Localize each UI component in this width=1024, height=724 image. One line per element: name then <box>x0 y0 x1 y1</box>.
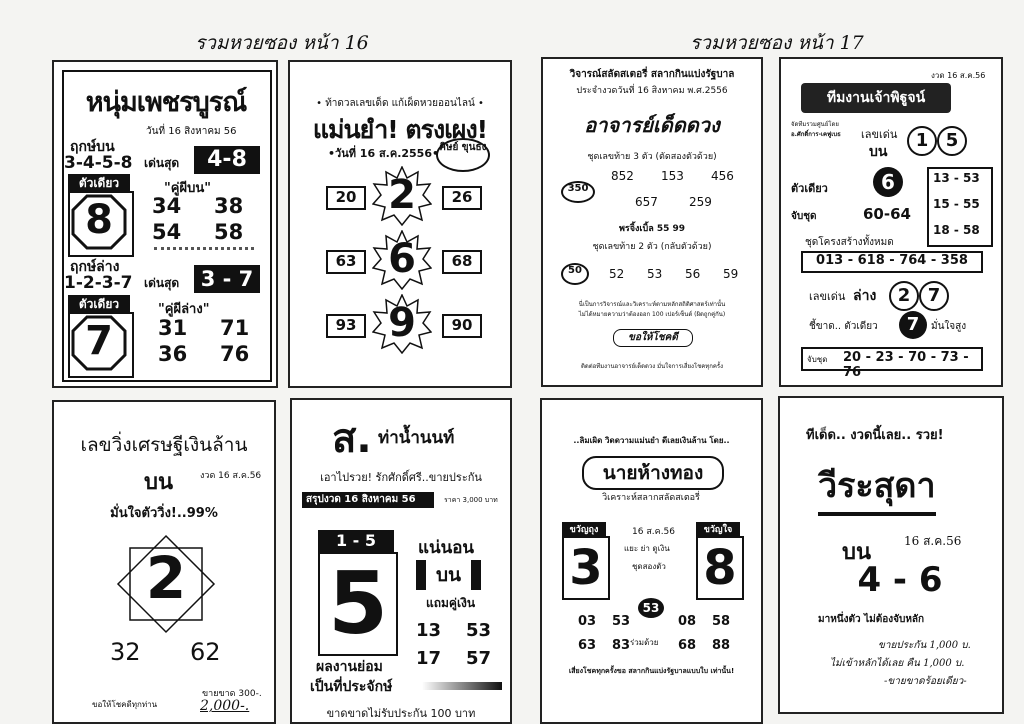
panel-top-line: ทีเด็ด.. งวดนี้เลย.. รวย! <box>806 428 944 443</box>
structure-value: 013 - 618 - 764 - 358 <box>801 251 983 273</box>
panel-footer: ขาดขาดไม่รับประกัน 100 บาท <box>326 707 476 720</box>
set2-label: จับชุด <box>807 355 828 364</box>
num-852: 852 <box>611 169 634 183</box>
mid-line-3: ร่วมด้วย <box>630 638 659 647</box>
note-line-1: นี่เป็นการวิจารณ์และวิเคราะห์ตามหลักสถิติศาสตร์เท่านั้น <box>578 301 726 308</box>
note-line-2: ไม่ได้หมายความว่าต้องออก 100 เปอร์เซ็นต์ (ผิดถูกคู่กัน) <box>578 311 726 318</box>
top-single: 8 <box>85 197 113 243</box>
top-circle-5: 5 <box>937 126 967 156</box>
price-label: ขายขาด 300-. <box>202 689 262 699</box>
side-3: 18 - 58 <box>933 223 980 237</box>
pair-58: 58 <box>214 220 244 244</box>
play-top-label: เลขเด่น <box>861 128 898 141</box>
note-line: มาหนึ่งตัว ไม่ต้องจับหลัก <box>818 614 925 625</box>
big-number: 5 <box>318 552 398 656</box>
mid-line-1: แยะ ย่า ดูเงิน <box>624 544 670 553</box>
pair-label-bottom: "คู่ผีล่าง" <box>158 302 210 317</box>
pair-bar: 1 - 5 <box>318 530 394 552</box>
panel-date: 16 ส.ค.56 <box>632 527 676 537</box>
pair-63: 63 <box>578 638 597 653</box>
pair-83: 83 <box>612 638 631 653</box>
numbers: 4 - 6 <box>857 560 943 600</box>
num-153: 153 <box>661 169 684 183</box>
top-label: ฤกษ์บน <box>70 139 115 155</box>
ad-panel-achan-detduang <box>541 57 763 387</box>
single-label-bottom: ตัวเดียว <box>68 295 130 312</box>
cut-circle: 7 <box>899 311 927 339</box>
bottom-digits: 1-2-3-7 <box>64 273 133 293</box>
right-label: ขวัญใจ <box>696 522 740 536</box>
left-num-1: 20 <box>326 186 366 210</box>
num-259: 259 <box>689 195 712 209</box>
stamp-badge: ศิษย์ ขุนธง <box>436 138 490 172</box>
bless-line: ขอให้โชคดีทุกท่าน <box>92 700 158 709</box>
pair-13: 13 <box>416 620 442 641</box>
bottom-single: 7 <box>85 318 113 364</box>
panel-date: งวด 16 ส.ค.56 <box>931 71 986 80</box>
page-header-left: รวมหวยซอง หน้า 16 <box>195 32 369 54</box>
gradient-bar <box>422 682 502 690</box>
pair-68: 68 <box>678 638 697 653</box>
tagline: เอาไปรวย! รักศักดิ์ศรี..ขายประกัน <box>320 471 482 484</box>
set2-value: 20 - 23 - 70 - 73 - 76 <box>843 350 969 380</box>
mid-line-2: ชุดสองตัว <box>632 562 666 571</box>
pair-36: 36 <box>158 342 188 366</box>
bottom-label: ฤกษ์ล่าง <box>70 259 120 275</box>
pair-58: 58 <box>712 614 731 629</box>
top-single-box <box>68 191 134 257</box>
ad-panel-maen-yam <box>288 60 512 388</box>
sure-label: มั่นใจตัววิ่ง!..99% <box>110 506 218 521</box>
set2-box <box>801 347 983 380</box>
left-num-2: 63 <box>326 250 366 274</box>
ad-panel-tha-nam-non <box>290 398 512 724</box>
panel-title: ท่าน้ำนนท์ <box>378 428 455 448</box>
panel-top-line: • ท้าดวลเลขเด็ด แก้เผ็ดหวยออนไลน์ • <box>316 98 484 109</box>
summary-bar: สรุปงวด 16 สิงหาคม 56 <box>302 492 434 508</box>
price-value: 2,000-. <box>200 698 250 714</box>
num-456: 456 <box>711 169 734 183</box>
pair-label-top: "คู่ผีบน" <box>164 181 211 196</box>
panel-date: •วันที่ 16 ส.ค.2556• <box>328 147 440 160</box>
extra-label: แถมคู่เงิน <box>426 596 476 610</box>
panel-title: อาจารย์เด็ดดวง <box>584 113 720 137</box>
panel-footer: ติดต่อทีมงานอาจารย์เด็ดดวง มั่นใจการเสี่ยงโชคทุกครั้ง <box>580 363 724 370</box>
panel-title: เลขวิ่งเศรษฐีเงินล้าน <box>80 434 248 456</box>
panel-date: 16 ส.ค.56 <box>904 534 962 548</box>
hot-label: เด่นสุด <box>144 156 180 170</box>
panel-title: วีระสุดา <box>818 458 936 516</box>
right-number: 8 <box>696 536 744 600</box>
hot-label-bottom: เด่นสุด <box>144 276 180 290</box>
pair-17: 17 <box>416 648 442 669</box>
circle-50: 50 <box>561 263 589 285</box>
sure-label: แน่นอน <box>418 538 475 558</box>
ad-panel-nai-hang-thong <box>540 398 763 724</box>
side-2: 15 - 55 <box>933 197 980 211</box>
ad-panel-lek-wing <box>52 400 276 724</box>
section-3-digits: ชุดเลขท้าย 3 ตัว (ตัดสองตัวด้วย) <box>587 152 717 162</box>
single-label: ตัวเดียว <box>791 182 828 195</box>
num-52: 52 <box>609 267 625 281</box>
num-657: 657 <box>635 195 658 209</box>
main-number: 2 <box>145 544 187 612</box>
sale-line-3: -ขายขาดร้อยเดียว- <box>884 676 967 687</box>
left-num-3: 93 <box>326 314 366 338</box>
cut-label: ชี้ขาด.. ตัวเดียว <box>809 321 878 332</box>
by-line-1: จัดทีมรวมศูนย์โดย <box>791 121 839 128</box>
panel-line-2: ประจำงวดวันที่ 16 สิงหาคม พ.ศ.2556 <box>576 86 728 96</box>
pair-08: 08 <box>678 614 697 629</box>
ad-panel-num-phetchabun <box>52 60 278 388</box>
dotted-divider <box>154 247 254 250</box>
pair-57: 57 <box>466 648 492 669</box>
center-num-1: 2 <box>388 172 416 218</box>
big-letter: ส. <box>332 416 372 462</box>
side-box <box>927 167 993 247</box>
center-num-3: 9 <box>388 300 416 346</box>
page-header-right: รวมหวยซอง หน้า 17 <box>690 32 864 54</box>
pair-76: 76 <box>220 342 250 366</box>
bottom-circle-2: 2 <box>889 281 919 311</box>
ad-panel-weerasuda <box>778 396 1004 714</box>
single-label-top: ตัวเดียว <box>68 174 130 191</box>
pair-right: 62 <box>190 638 221 666</box>
set-label: จับชุด <box>791 211 817 222</box>
good-luck-logo: ขอให้โชคดี <box>613 329 693 347</box>
pair-71: 71 <box>220 316 250 340</box>
pair-34: 34 <box>152 194 182 218</box>
top-label: บน <box>416 560 481 590</box>
sale-line-1: ขายประกัน 1,000 บ. <box>878 640 971 651</box>
num-56: 56 <box>685 267 701 281</box>
panel-footer: เสี่ยงโชคทุกครั้งขอ สลากกินแบ่งรัฐบาลแบบใบ เท่านั้น! <box>568 667 735 675</box>
bottom-label: ล่าง <box>853 288 877 304</box>
ad-panel-team-prove <box>779 57 1003 387</box>
pair-31: 31 <box>158 316 188 340</box>
pair-03: 03 <box>578 614 597 629</box>
right-num-2: 68 <box>442 250 482 274</box>
single-circle: 6 <box>873 167 903 197</box>
pair-54: 54 <box>152 220 182 244</box>
pair-53: 53 <box>466 620 492 641</box>
side-1: 13 - 53 <box>933 171 980 185</box>
bottom-hot-pair: 3 - 7 <box>194 265 260 293</box>
top-label: บน <box>842 540 872 565</box>
panel-title: หนุ่มเพชรบูรณ์ <box>85 87 247 118</box>
price-label: ราคา 3,000 บาท <box>444 496 498 504</box>
panel-title: แม่นยำ! ตรงเผง! <box>312 115 488 144</box>
panel-top-line: ..ลิมเผิด วิดดวามแม่นยำ ดีเลยเงินล้าน โดย.. <box>573 436 730 445</box>
top-label: บน <box>869 144 888 160</box>
right-num-1: 26 <box>442 186 482 210</box>
panel-title: นายห้างทอง <box>582 456 724 490</box>
circle-53: 53 <box>638 598 664 618</box>
bottom-circle-7: 7 <box>919 281 949 311</box>
num-53: 53 <box>647 267 663 281</box>
panel-line-1: วิจารณ์สลัดสเตอรี่ สลากกินแบ่งรัฐบาล <box>569 69 735 80</box>
pair-88: 88 <box>712 638 731 653</box>
top-hot-pair: 4-8 <box>194 146 260 174</box>
section-2-digits: ชุดเลขท้าย 2 ตัว (กลับตัวด้วย) <box>592 242 712 252</box>
works-line-1: ผลงานย่อม <box>316 659 383 675</box>
left-label: ขวัญถุง <box>562 522 606 536</box>
play-bottom-label: เลขเด่น <box>809 290 846 303</box>
pair-left: 32 <box>110 638 141 666</box>
special-pair: พรจิ้งเบิ้ล 55 99 <box>618 224 686 234</box>
panel-date: วันที่ 16 สิงหาคม 56 <box>146 126 237 137</box>
top-circle-1: 1 <box>907 126 937 156</box>
pair-38: 38 <box>214 194 244 218</box>
pair-53: 53 <box>612 614 631 629</box>
sale-line-2: ไม่เข้าหลักได้เลย คืน 1,000 บ. <box>830 658 965 669</box>
works-line-2: เป็นที่ประจักษ์ <box>310 679 393 695</box>
sure-label: มั่นใจสูง <box>931 321 967 332</box>
right-num-3: 90 <box>442 314 482 338</box>
by-line-2: อ.ศักดิ์การ-เคฟูเบธ <box>791 131 841 138</box>
top-label: บน <box>144 470 174 495</box>
panel-date: งวด 16 ส.ค.56 <box>200 471 262 481</box>
set-value: 60-64 <box>863 205 911 223</box>
panel-title: ทีมงานเจ้าพิฐูจน์ <box>801 83 951 113</box>
top-digits: 3-4-5-8 <box>64 153 133 173</box>
structure-label: ชุดโครงสร้างทั้งหมด <box>805 237 894 248</box>
circle-350: 350 <box>561 181 595 203</box>
center-num-2: 6 <box>388 236 416 282</box>
bottom-single-box <box>68 312 134 378</box>
panel-subtitle: วิเคราะห์สลากสลัดสเตอรี่ <box>602 493 700 503</box>
num-59: 59 <box>723 267 739 281</box>
left-number: 3 <box>562 536 610 600</box>
